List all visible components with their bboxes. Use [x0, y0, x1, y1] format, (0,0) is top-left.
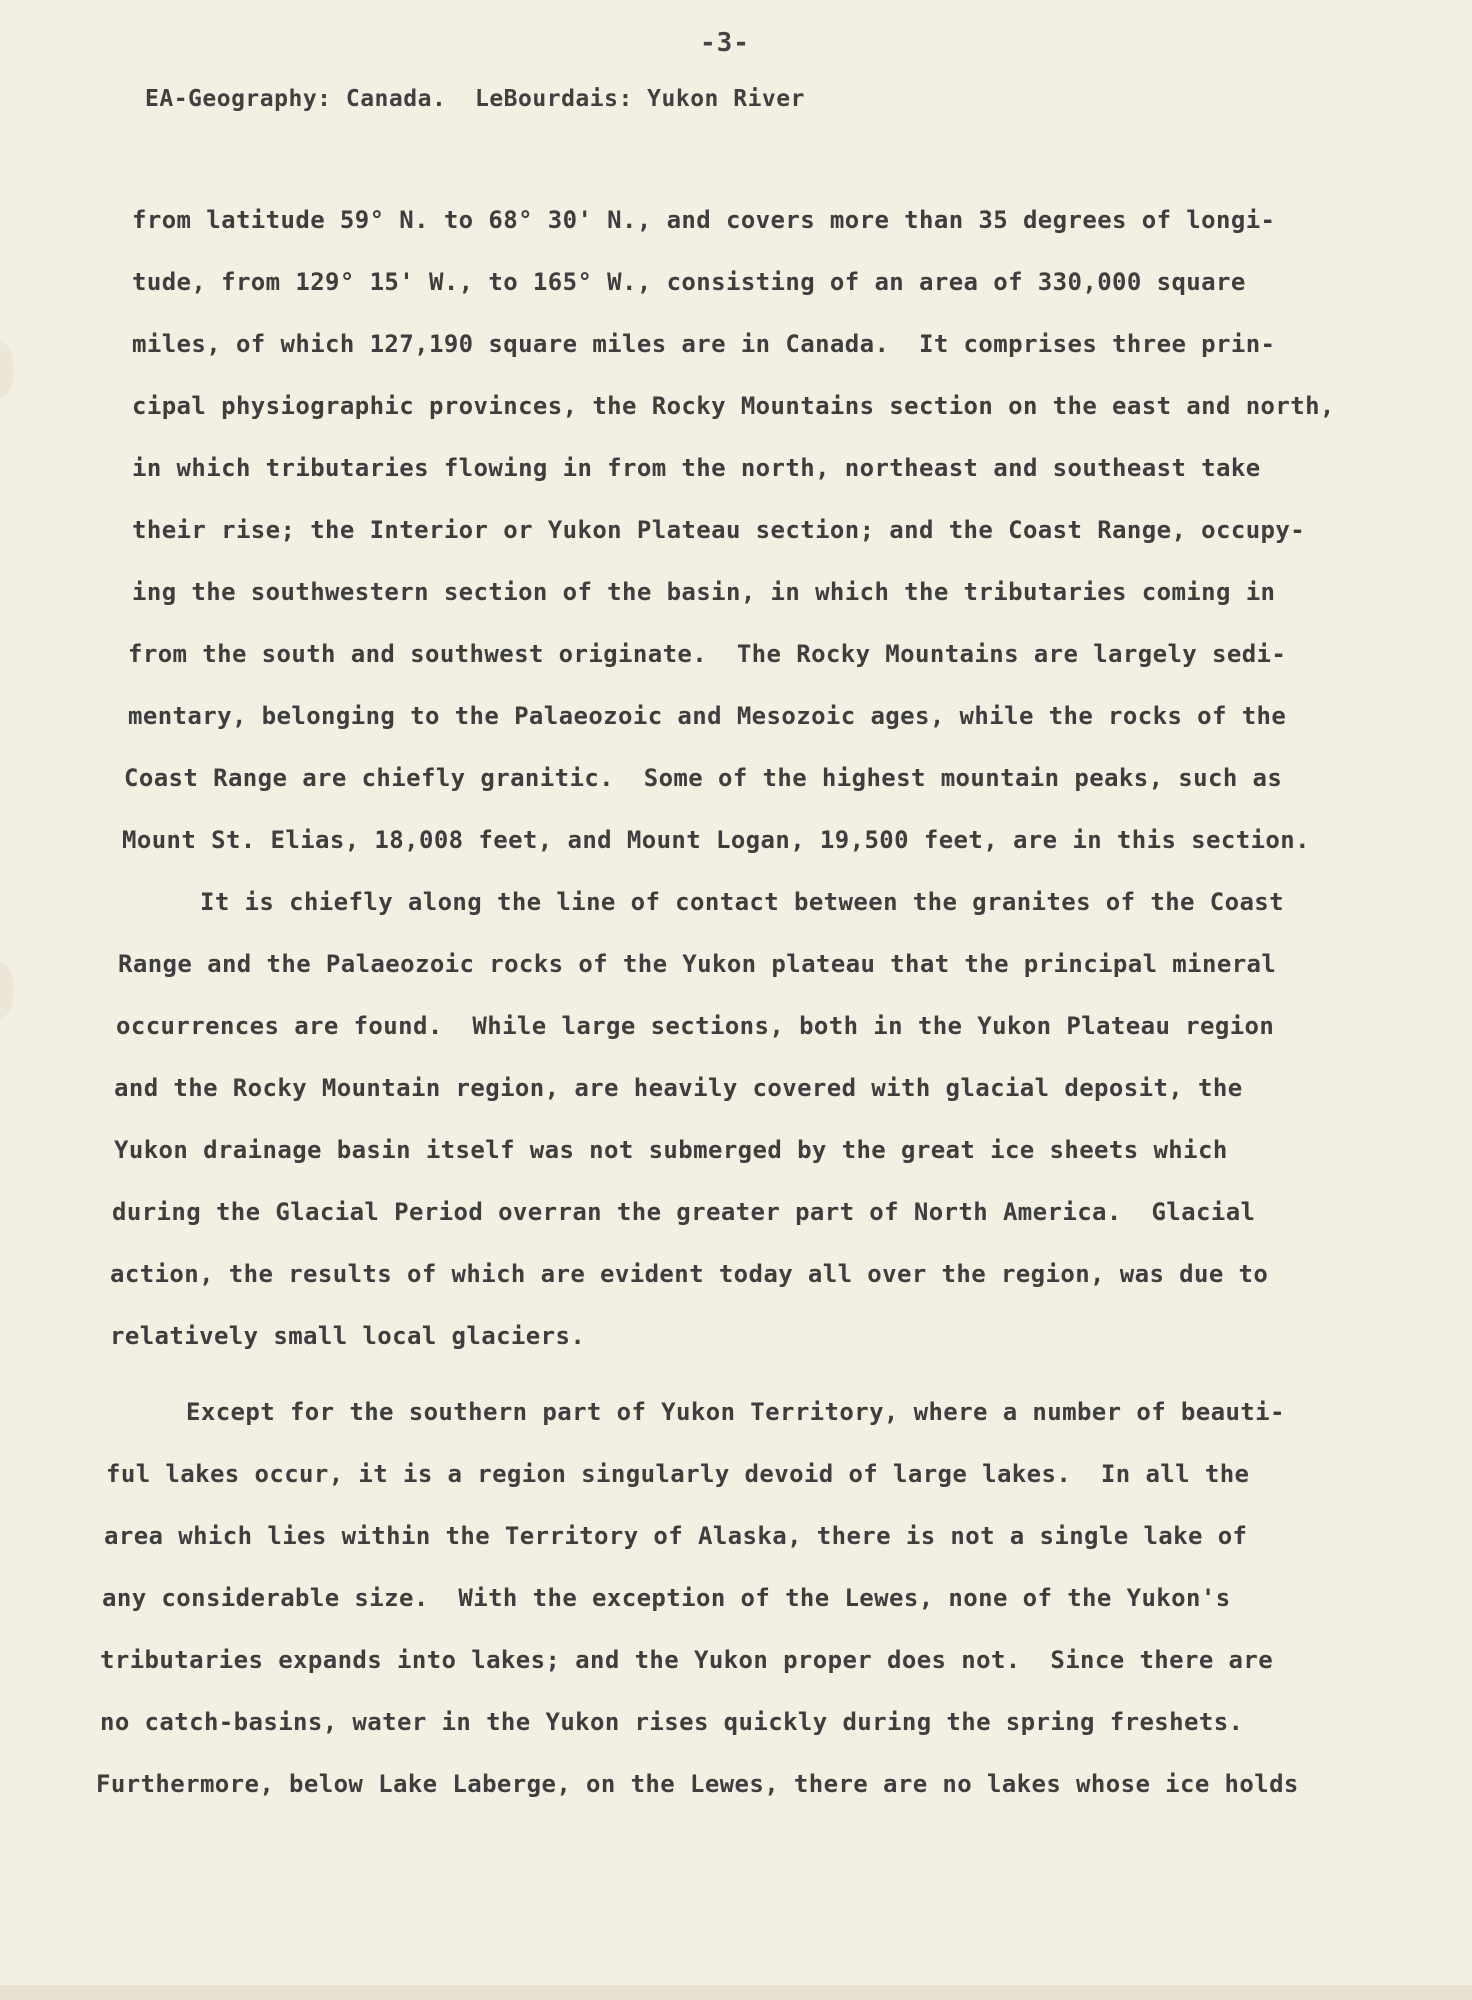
- text-line: It is chiefly along the line of contact between the granites of the Coast: [200, 888, 1284, 916]
- punch-hole: [0, 340, 14, 400]
- text-line: tributaries expands into lakes; and the Yukon proper does not. Since there are: [100, 1646, 1274, 1674]
- text-line: Furthermore, below Lake Laberge, on the Lewes, there are no lakes whose ice holds: [96, 1770, 1299, 1798]
- text-line: Yukon drainage basin itself was not submerged by the great ice sheets which: [114, 1136, 1228, 1164]
- text-line: ing the southwestern section of the basin, in which the tributaries coming in: [132, 578, 1276, 606]
- page-number: -3-: [700, 28, 750, 58]
- text-line: from latitude 59° N. to 68° 30' N., and covers more than 35 degrees of longi-: [132, 206, 1276, 234]
- text-line: occurrences are found. While large sections, both in the Yukon Plateau region: [116, 1012, 1275, 1040]
- text-line: cipal physiographic provinces, the Rocky Mountains section on the east and north,: [132, 392, 1335, 420]
- text-line: no catch-basins, water in the Yukon rises quickly during the spring freshets.: [100, 1708, 1244, 1736]
- text-line: Mount St. Elias, 18,008 feet, and Mount Logan, 19,500 feet, are in this section.: [122, 826, 1310, 854]
- text-line: during the Glacial Period overran the greater part of North America. Glacial: [112, 1198, 1256, 1226]
- text-line: relatively small local glaciers.: [110, 1322, 586, 1350]
- text-line: and the Rocky Mountain region, are heavily covered with glacial deposit, the: [114, 1074, 1243, 1102]
- text-line: Range and the Palaeozoic rocks of the Yukon plateau that the principal mineral: [118, 950, 1277, 978]
- text-line: in which tributaries flowing in from the north, northeast and southeast take: [132, 454, 1261, 482]
- text-line: tude, from 129° 15' W., to 165° W., consisting of an area of 330,000 square: [132, 268, 1246, 296]
- text-line: action, the results of which are evident today all over the region, was due to: [110, 1260, 1269, 1288]
- text-line: ful lakes occur, it is a region singularly devoid of large lakes. In all the: [106, 1460, 1250, 1488]
- text-line: Except for the southern part of Yukon Territory, where a number of beauti-: [186, 1398, 1285, 1426]
- text-line: miles, of which 127,190 square miles are in Canada. It comprises three prin-: [132, 330, 1276, 358]
- text-line: any considerable size. With the exception of the Lewes, none of the Yukon's: [102, 1584, 1231, 1612]
- text-line: Coast Range are chiefly granitic. Some of the highest mountain peaks, such as: [124, 764, 1283, 792]
- text-line: their rise; the Interior or Yukon Plateau section; and the Coast Range, occupy-: [132, 516, 1306, 544]
- running-header: EA-Geography: Canada. LeBourdais: Yukon River: [145, 86, 805, 112]
- text-line: area which lies within the Territory of Alaska, there is not a single lake of: [104, 1522, 1248, 1550]
- text-line: from the south and southwest originate. The Rocky Mountains are largely sedi-: [128, 640, 1287, 668]
- text-line: mentary, belonging to the Palaeozoic and Mesozoic ages, while the rocks of the: [128, 702, 1287, 730]
- punch-hole: [0, 960, 14, 1020]
- page-bottom-edge: [0, 1985, 1472, 2000]
